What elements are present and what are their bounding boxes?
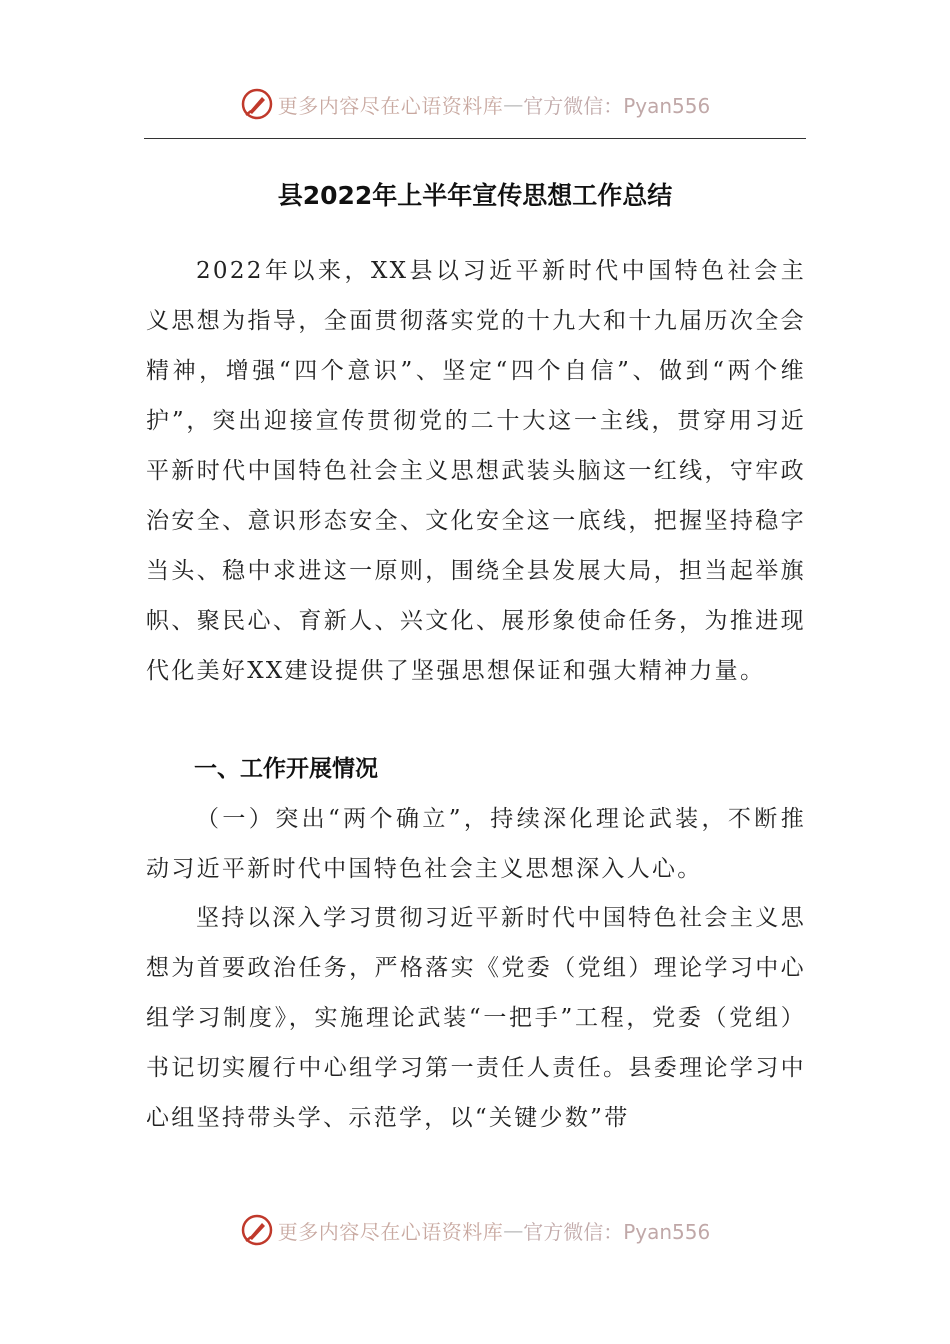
watermark-dash: — xyxy=(503,92,524,116)
paragraph-theory-study: 坚持以深入学习贯彻习近平新时代中国特色社会主义思想为首要政治任务，严格落实《党委（党组）理论学习中心组学习制度》，实施理论武装“一把手”工程，党委（党组）书记切实履行中心组学习第一责任人责任。县委理论学习中心组坚持带头学、示范学，以“关键少数”带 xyxy=(146,905,806,1131)
pen-nib-logo-icon xyxy=(240,1213,274,1247)
watermark-banner-top xyxy=(0,84,950,124)
watermark-wechat: 官方微信：Pyan556 xyxy=(523,1219,711,1244)
section-heading-1: 一、工作开展情况 xyxy=(194,756,378,782)
watermark-wechat: 官方微信：Pyan556 xyxy=(523,93,711,118)
pen-nib-logo-icon xyxy=(240,87,274,121)
document-title: 县2022年上半年宣传思想工作总结 xyxy=(277,181,673,210)
watermark-site-name: 更多内容尽在心语资料库 xyxy=(277,1219,504,1244)
watermark-site-name: 更多内容尽在心语资料库 xyxy=(277,93,504,118)
watermark-dash: — xyxy=(503,1218,524,1242)
subsection-heading-1: （一）突出“两个确立”，持续深化理论武装，不断推动习近平新时代中国特色社会主义思想深入人心。 xyxy=(146,806,806,882)
watermark-banner-bottom xyxy=(0,1210,950,1250)
header-rule xyxy=(144,138,806,139)
paragraph-intro: 2022年以来，XX县以习近平新时代中国特色社会主义思想为指导，全面贯彻落实党的十九大和十九届历次全会精神，增强“四个意识”、坚定“四个自信”、做到“两个维护”，突出迎接宣传贯彻党的二十大这一主线，贯穿用习近平新时代中国特色社会主义思想武装头脑这一红线，守牢政治安全、意识形态安全、文化安全这一底线，把握坚持稳字当头、稳中求进这一原则，围绕全县发展大局，担当起举旗帜、聚民心、育新人、兴文化、展形象使命任务，为推进现代化美好XX建设提供了坚强思想保证和强大精神力量。 xyxy=(146,258,806,684)
